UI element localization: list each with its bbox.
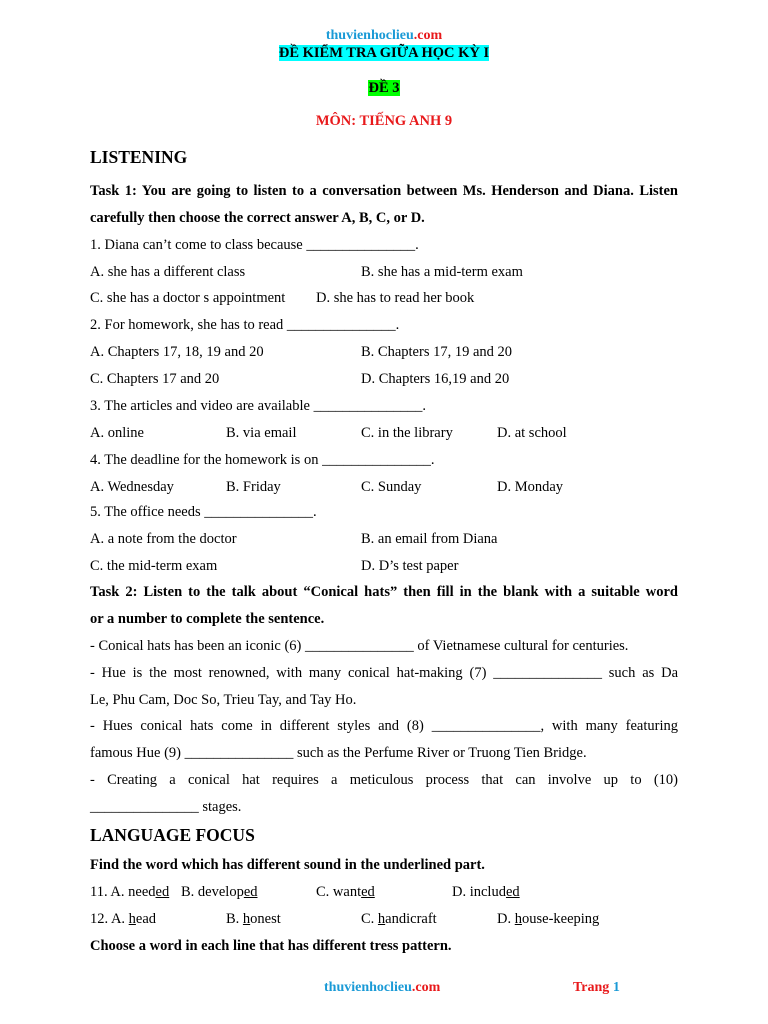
q4-option-a: A. Wednesday (90, 479, 174, 495)
q3-option-a: A. online (90, 425, 144, 441)
q12-c-label: C. (361, 911, 378, 927)
language-focus-heading: LANGUAGE FOCUS (90, 825, 255, 845)
q11-a-underlined: ed (155, 884, 170, 900)
q11-d-underlined: ed (505, 884, 520, 900)
q12-a-underlined: h (128, 911, 136, 927)
q4-option-b: B. Friday (226, 479, 281, 495)
task2-instruction-line2: or a number to complete the sentence. (90, 611, 325, 627)
q2-option-d: D. Chapters 16,19 and 20 (361, 371, 510, 387)
q2-option-b: B. Chapters 17, 19 and 20 (361, 344, 513, 360)
q12-b-underlined: h (242, 911, 251, 927)
q11-option-c (316, 884, 375, 901)
q1-option-b: B. she has a mid-term exam (361, 264, 523, 280)
footer-site-name: thuvienhoclieu (324, 980, 412, 995)
sentence-7-line1: - Hue is the most renowned, with many conical hat-making (7) _______________ such as Da (90, 665, 678, 681)
q5-option-c: C. the mid-term exam (90, 558, 218, 574)
footer-site-tld: .com (411, 980, 441, 995)
q2-option-a: A. Chapters 17, 18, 19 and 20 (90, 344, 264, 360)
question-4: 4. The deadline for the homework is on _______________. (90, 452, 435, 468)
q3-option-c: C. in the library (361, 425, 453, 441)
sentence-10-line2: _______________ stages. (90, 799, 242, 815)
q5-option-a: A. a note from the doctor (90, 531, 237, 547)
exam-title-row (0, 45, 768, 62)
q11-number: 11. A. (90, 884, 129, 900)
q2-option-c: C. Chapters 17 and 20 (90, 371, 220, 387)
sentence-8-line1: - Hues conical hats come in different styles and (8) _______________, with many featuring (90, 718, 678, 734)
q12-c-text: andicraft (385, 911, 437, 927)
pronunciation-instruction: Find the word which has different sound in the underlined part. (90, 857, 485, 873)
q11-option-d (452, 884, 520, 901)
q11-a-text: need (128, 884, 156, 900)
footer-page-number: 1 (612, 980, 620, 995)
listening-heading: LISTENING (90, 147, 188, 167)
q5-option-b: B. an email from Diana (361, 531, 498, 547)
header-site-name: thuvienhoclieu (325, 28, 414, 43)
task1-instruction-line2: carefully then choose the correct answer A, B, C, or D. (90, 210, 425, 226)
footer-site-link[interactable] (324, 980, 440, 996)
exam-subject: MÔN: TIẾNG ANH 9 (315, 113, 453, 129)
q12-d-label: D. (497, 911, 515, 927)
q3-option-b: B. via email (226, 425, 297, 441)
question-1: 1. Diana can’t come to class because _______________. (90, 237, 419, 253)
header-site-link[interactable] (0, 28, 768, 44)
q11-b-text: B. develop (181, 884, 244, 900)
sentence-7-line2: Le, Phu Cam, Doc So, Trieu Tay, and Tay Ho. (90, 692, 357, 708)
footer-page-label: Trang (573, 980, 610, 995)
q11-d-text: D. includ (452, 884, 506, 900)
q4-option-d: D. Monday (497, 479, 564, 495)
stress-instruction: Choose a word in each line that has different tress pattern. (90, 938, 452, 954)
exam-code-row (0, 80, 768, 97)
sentence-8-line2: famous Hue (9) _______________ such as the Perfume River or Truong Tien Bridge. (90, 745, 587, 761)
q1-option-a: A. she has a different class (90, 264, 246, 280)
exam-title: ĐỀ KIỂM TRA GIỮA HỌC KỲ I (278, 45, 490, 61)
task2-instruction-line1: Task 2: Listen to the talk about “Conical hats” then fill in the blank with a suitable word (90, 584, 678, 600)
q12-b-text: onest (250, 911, 281, 927)
q11-c-underlined: ed (361, 884, 375, 900)
q12-option-d (497, 911, 599, 928)
q3-option-d: D. at school (497, 425, 567, 441)
q12-d-underlined: h (514, 911, 522, 927)
q12-a-text: ead (135, 911, 157, 927)
task1-instruction-line1: Task 1: You are going to listen to a conversation between Ms. Henderson and Diana. Listen (90, 183, 678, 199)
q11-b-underlined: ed (243, 884, 258, 900)
q1-option-d: D. she has to read her book (316, 290, 475, 306)
q12-option-b (226, 911, 281, 928)
q11-option-a (90, 884, 169, 901)
q11-option-b (181, 884, 258, 901)
q11-c-text: C. want (316, 884, 362, 900)
q12-number: 12. A. (90, 911, 129, 927)
footer-page-indicator (573, 980, 620, 996)
q12-c-underlined: h (377, 911, 386, 927)
exam-code: ĐỀ 3 (368, 80, 400, 96)
sentence-10-line1: - Creating a conical hat requires a meticulous process that can involve up to (10) (90, 772, 678, 788)
q12-b-label: B. (226, 911, 243, 927)
sentence-6: - Conical hats has been an iconic (6) _______________ of Vietnamese cultural for centuries. (90, 638, 629, 654)
question-3: 3. The articles and video are available _______________. (90, 398, 426, 414)
q12-option-c (361, 911, 437, 928)
q1-option-c: C. she has a doctor s appointment (90, 290, 286, 306)
question-2: 2. For homework, she has to read _______________. (90, 317, 400, 333)
q12-d-text: ouse-keeping (521, 911, 600, 927)
header-site-tld: .com (413, 28, 443, 43)
q5-option-d: D. D’s test paper (361, 558, 459, 574)
q12-option-a (90, 911, 156, 928)
q4-option-c: C. Sunday (361, 479, 422, 495)
question-5: 5. The office needs _______________. (90, 504, 317, 520)
